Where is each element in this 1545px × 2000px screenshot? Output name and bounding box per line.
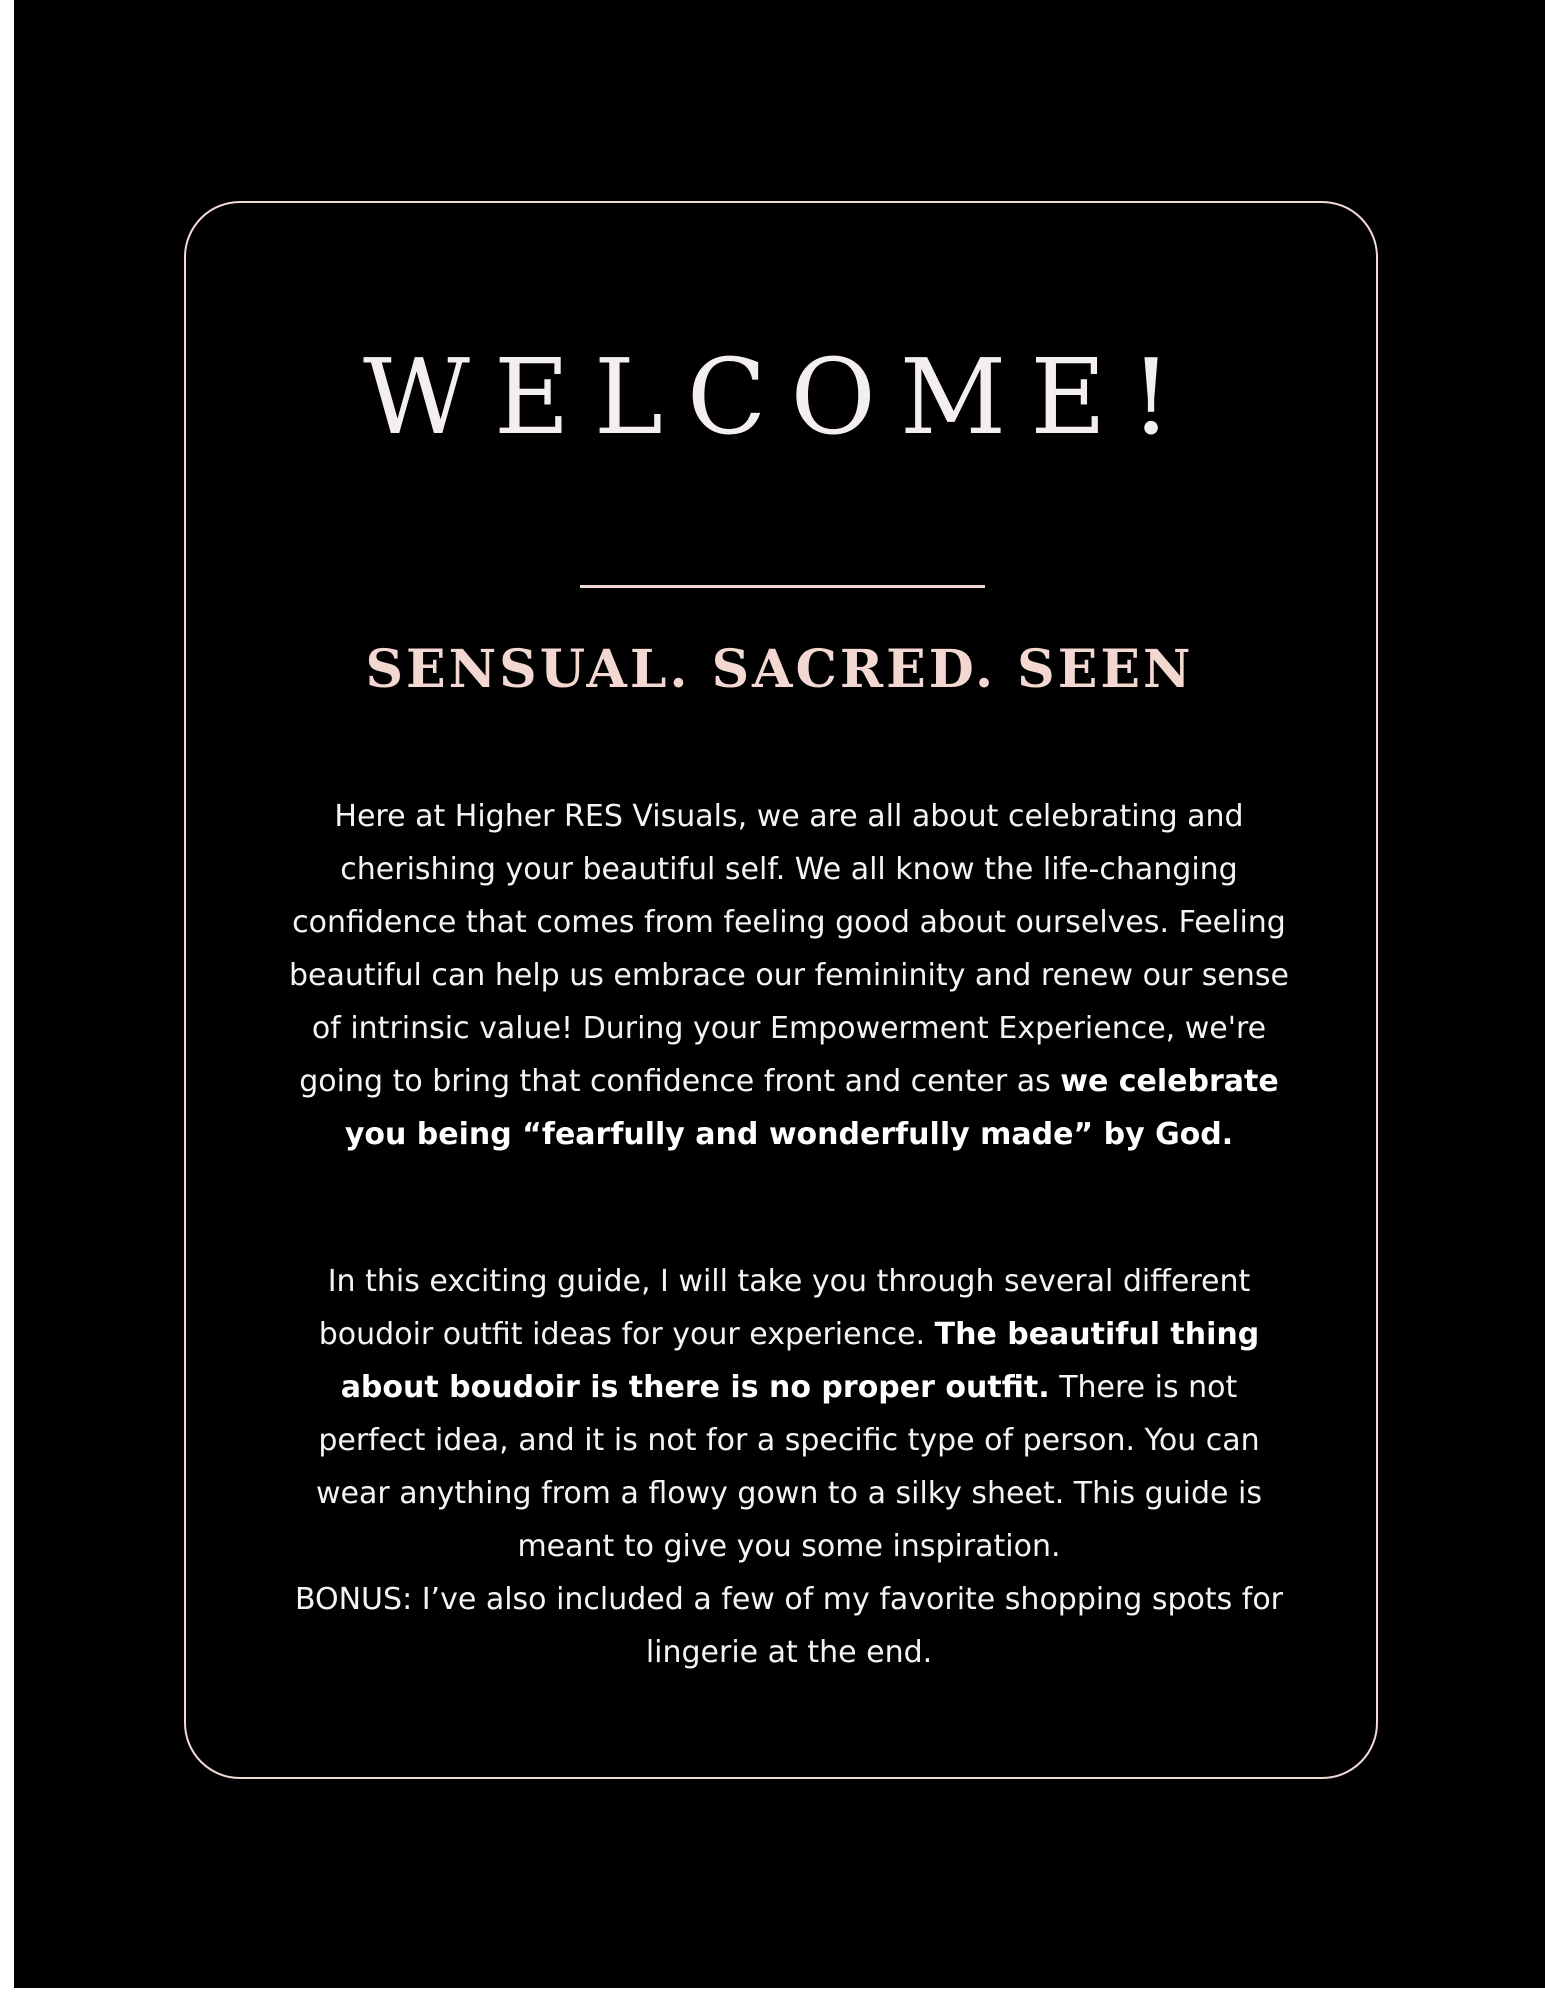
title-divider bbox=[580, 585, 985, 588]
tagline: SENSUAL. SACRED. SEEN bbox=[365, 639, 1194, 700]
guide-text-after: There is not perfect idea, and it is not for a specific type of person. You can wear anything from a flowy gown to a silky sheet. This guide is meant to give you some inspiration. bbox=[315, 1370, 1263, 1564]
guide-paragraph bbox=[284, 1255, 1294, 1573]
page-background bbox=[14, 0, 1545, 1988]
bonus-note: BONUS: I’ve also included a few of my favorite shopping spots for lingerie at the end. bbox=[294, 1582, 1284, 1670]
intro-text: Here at Higher RES Visuals, we are all about celebrating and cherishing your beautiful self. We all know the life-changing confidence that comes from feeling good about ourselves. Feeling beautiful can help us embrace our femininity and renew our sense of intrinsic value! During your Empowerment Experience, we're going to bring that confidence front and center as bbox=[288, 799, 1289, 1099]
intro-paragraph bbox=[284, 790, 1294, 1161]
guide-text-before: In this exciting guide, I will take you through several different boudoir outfit ideas for your experience. bbox=[318, 1264, 1251, 1352]
guide-emphasis: The beautiful thing about boudoir is there is no proper outfit. bbox=[340, 1317, 1260, 1405]
page-title: WELCOME! bbox=[363, 336, 1196, 458]
intro-emphasis: we celebrate you being “fearfully and wonderfully made” by God. bbox=[344, 1064, 1279, 1152]
